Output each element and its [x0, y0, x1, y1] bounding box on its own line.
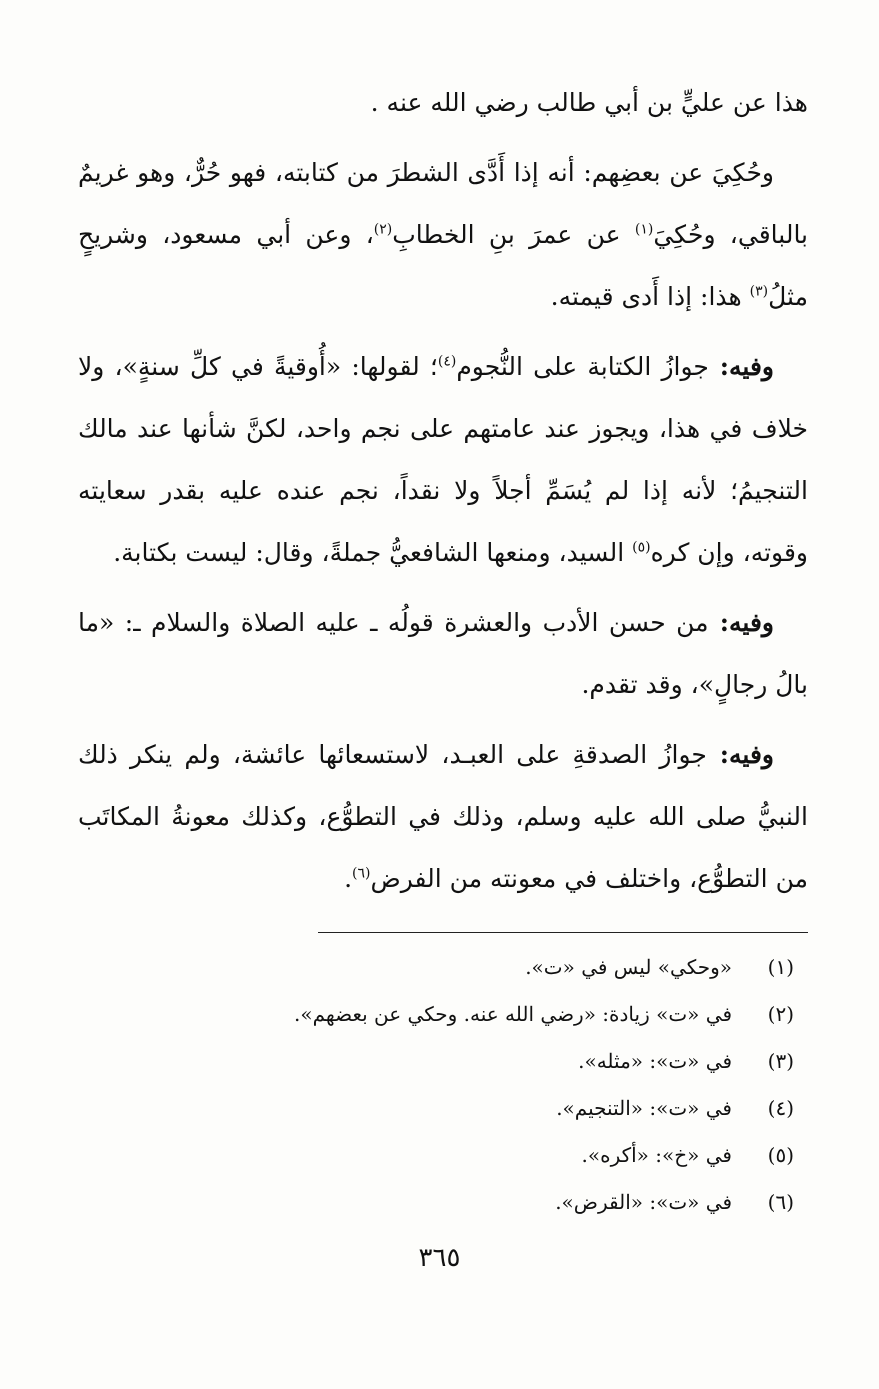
footnote-number: (٢): [767, 1002, 794, 1026]
text-run: هذا عن عليٍّ بن أبي طالب رضي الله عنه .: [370, 88, 808, 117]
paragraph: [78, 592, 808, 716]
footnote-marker: (٤): [437, 353, 457, 370]
text-run: جوازُ الكتابة على النُّجوم: [456, 352, 709, 381]
footnote-text: في «ت»: «القرض».: [555, 1190, 732, 1214]
main-text: [78, 72, 808, 918]
footnote: [78, 944, 794, 991]
text-run: السيد، ومنعها الشافعيُّ جملةً، وقال: ليست بكتابة.: [113, 538, 633, 567]
footnotes: [78, 944, 794, 1226]
paragraph: [78, 724, 808, 910]
paragraph-lead: وفيه:: [706, 740, 774, 769]
footnote-marker: (٦): [352, 865, 371, 882]
footnote-text: في «ت»: «مثله».: [578, 1049, 732, 1073]
footnote-marker: (٥): [632, 539, 651, 556]
text-run: هذا: إذا أَدى قيمته.: [550, 282, 750, 311]
footnote: [78, 1132, 794, 1179]
footnote: [78, 1085, 794, 1132]
footnote-marker: (١): [634, 221, 654, 238]
page-number: ٣٦٥: [418, 1243, 461, 1273]
text-run: من حسن الأدب والعشرة قولُه ـ عليه الصلاة والسلام ـ: «ما بالُ رجالٍ»، وقد تقدم.: [78, 608, 808, 699]
paragraph-lead: وفيه:: [708, 352, 774, 381]
footnote-number: (٤): [767, 1096, 794, 1120]
paragraph: [78, 142, 808, 328]
footnote-text: في «خ»: «أكره».: [581, 1143, 732, 1167]
footnote-number: (٣): [767, 1049, 794, 1073]
footnote-marker: (٣): [749, 283, 769, 300]
footnote-number: (٦): [767, 1190, 794, 1214]
footnote-separator: [318, 932, 808, 933]
footnote: [78, 1179, 794, 1226]
footnote-text: في «ت»: «التنجيم».: [556, 1096, 732, 1120]
footnote: [78, 991, 794, 1038]
footnote: [78, 1038, 794, 1085]
footnote-number: (٥): [767, 1143, 794, 1167]
footnote-number: (١): [767, 955, 794, 979]
footnote-marker: (٢): [373, 221, 393, 238]
footnote-text: «وحكي» ليس في «ت».: [525, 955, 732, 979]
text-run: ؛ لقولها: «أُوقيةً في كلِّ سنةٍ»، ولا خلاف في هذا، ويجوز عند عامتهم على نجم واحد، لكنَّ شأنها عند مالك التنجيمُ؛ لأنه إذا لم يُسَمِّ أجلاً ولا نقداً، نجم عنده عليه بقدر سعايته وقوته، وإن كره: [78, 352, 808, 567]
text-run: ، وعن أبي مسعود، وشريحٍ مثلُ: [78, 220, 808, 311]
footnote-text: في «ت» زيادة: «رضي الله عنه. وحكي عن بعضهم».: [294, 1002, 732, 1026]
text-run: .: [344, 864, 353, 893]
paragraph-lead: وفيه:: [708, 608, 774, 637]
paragraph: [78, 336, 808, 584]
text-run: جوازُ الصدقةِ على العبـد، لاستسعائها عائشة، ولم ينكر ذلك النبيُّ صلى الله عليه وسلم، وذلك في التطوُّع، وكذلك معونةُ المكاتَب من التطوُّع، واختلف في معونته من الفرض: [78, 740, 808, 893]
text-run: عن عمرَ بنِ الخطابِ: [392, 220, 635, 249]
text-run: وحُكِيَ عن بعضِهم: أنه إذا أَدَّى الشطرَ من كتابته، فهو حُرٌّ، وهو غريمٌ بالباقي، وحُكِيَ: [78, 158, 809, 249]
paragraph: [78, 72, 808, 134]
